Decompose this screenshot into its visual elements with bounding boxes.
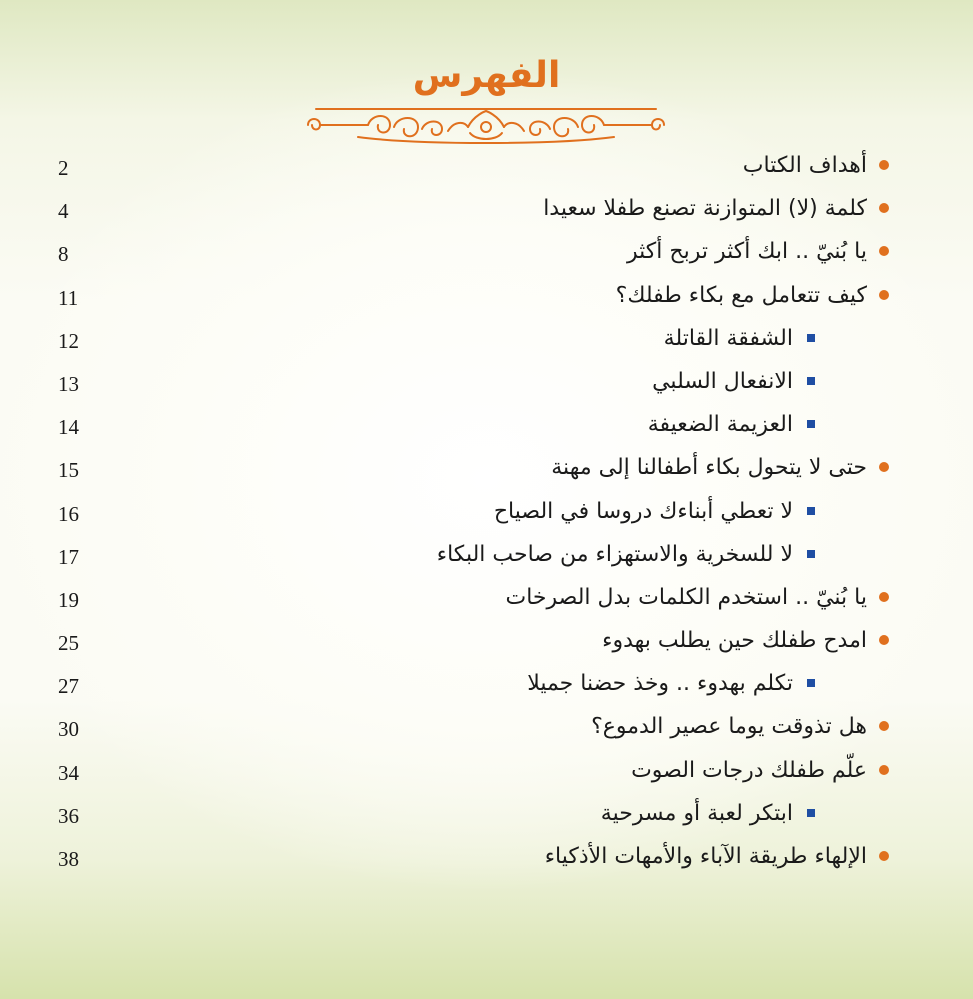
page-number: 36	[58, 803, 79, 828]
toc-row	[0, 623, 973, 666]
toc-entry-title: هل تذوقت يوما عصير الدموع؟	[591, 714, 867, 740]
toc-entry-title: يا بُنيّ .. استخدم الكلمات بدل الصرخات	[505, 584, 867, 610]
toc-row	[0, 796, 973, 839]
orange-dot-bullet-icon	[879, 635, 889, 645]
ornament-divider	[298, 103, 674, 149]
toc-entry	[743, 153, 889, 178]
table-of-contents	[0, 148, 973, 882]
toc-sub-entry	[437, 542, 815, 567]
toc-entry-title: العزيمة الضعيفة	[647, 412, 793, 438]
page-number: 38	[58, 847, 79, 871]
toc-entry-title: لا تعطي أبناءك دروسا في الصياح	[493, 498, 793, 524]
orange-dot-bullet-icon	[879, 592, 889, 602]
page-number: 19	[58, 587, 79, 612]
blue-square-bullet-icon	[807, 334, 815, 342]
page-number: 16	[58, 501, 79, 526]
orange-dot-bullet-icon	[879, 246, 889, 256]
toc-row	[0, 753, 973, 796]
toc-entry-title: علّم طفلك درجات الصوت	[631, 757, 867, 783]
toc-entry	[602, 628, 889, 653]
toc-entry-title: تكلم بهدوء .. وخذ حضنا جميلا	[527, 671, 793, 697]
toc-entry-title: الانفعال السلبي	[652, 368, 793, 394]
orange-dot-bullet-icon	[879, 765, 889, 775]
blue-square-bullet-icon	[807, 420, 815, 428]
toc-row	[0, 666, 973, 709]
toc-row	[0, 580, 973, 623]
toc-entry-title: يا بُنيّ .. ابك أكثر تربح أكثر	[627, 239, 867, 265]
orange-dot-bullet-icon	[879, 721, 889, 731]
page-number: 2	[58, 156, 69, 180]
toc-entry-title: أهداف الكتاب	[742, 153, 867, 178]
toc-row	[0, 709, 973, 752]
page-number: 14	[58, 415, 79, 440]
page-number: 4	[58, 199, 69, 224]
page-number: 8	[58, 242, 69, 267]
toc-entry	[545, 844, 889, 869]
orange-dot-bullet-icon	[879, 203, 889, 213]
toc-entry-title: لا للسخرية والاستهزاء من صاحب البكاء	[436, 541, 793, 567]
toc-entry	[616, 283, 889, 308]
orange-dot-bullet-icon	[879, 462, 889, 472]
toc-entry	[631, 758, 889, 783]
toc-sub-entry	[527, 671, 815, 696]
toc-sub-entry	[664, 326, 815, 351]
orange-dot-bullet-icon	[879, 290, 889, 300]
page-number: 13	[58, 371, 79, 396]
toc-entry-title: حتى لا يتحول بكاء أطفالنا إلى مهنة	[551, 455, 867, 481]
toc-entry	[543, 196, 889, 221]
page-title: الفهرس	[412, 55, 561, 96]
toc-row	[0, 450, 973, 493]
toc-entry	[505, 585, 889, 610]
toc-sub-entry	[648, 412, 815, 437]
page-number: 27	[58, 674, 79, 699]
page-number: 15	[58, 458, 79, 483]
toc-entry-title: امدح طفلك حين يطلب بهدوء	[602, 628, 867, 654]
toc-row	[0, 407, 973, 450]
blue-square-bullet-icon	[807, 507, 815, 515]
toc-row	[0, 148, 973, 191]
toc-entry-title: ابتكر لعبة أو مسرحية	[600, 800, 793, 826]
toc-entry-title: كيف تتعامل مع بكاء طفلك؟	[615, 282, 867, 308]
toc-entry	[551, 455, 889, 480]
page-number: 11	[58, 285, 79, 310]
page-number: 34	[58, 760, 79, 785]
toc-entry	[591, 714, 889, 739]
orange-dot-bullet-icon	[879, 851, 889, 861]
toc-row	[0, 537, 973, 580]
page-number: 17	[58, 544, 79, 569]
toc-row	[0, 191, 973, 234]
toc-row	[0, 494, 973, 537]
blue-square-bullet-icon	[807, 550, 815, 558]
toc-row	[0, 321, 973, 364]
toc-entry-title: الشفقة القاتلة	[663, 325, 793, 351]
toc-row	[0, 278, 973, 321]
blue-square-bullet-icon	[807, 809, 815, 817]
page-number: 12	[58, 328, 79, 353]
toc-entry-title: الإلهاء طريقة الآباء والأمهات الأذكياء	[544, 844, 867, 869]
blue-square-bullet-icon	[807, 679, 815, 687]
toc-entry	[627, 239, 889, 264]
blue-square-bullet-icon	[807, 377, 815, 385]
toc-sub-entry	[601, 801, 815, 826]
toc-row	[0, 234, 973, 277]
page-number: 30	[58, 717, 79, 742]
toc-sub-entry	[652, 369, 815, 394]
toc-sub-entry	[494, 499, 815, 524]
orange-dot-bullet-icon	[879, 160, 889, 170]
toc-entry-title: كلمة (لا) المتوازنة تصنع طفلا سعيدا	[543, 196, 867, 222]
toc-row	[0, 839, 973, 882]
page-number: 25	[58, 631, 79, 656]
toc-row	[0, 364, 973, 407]
